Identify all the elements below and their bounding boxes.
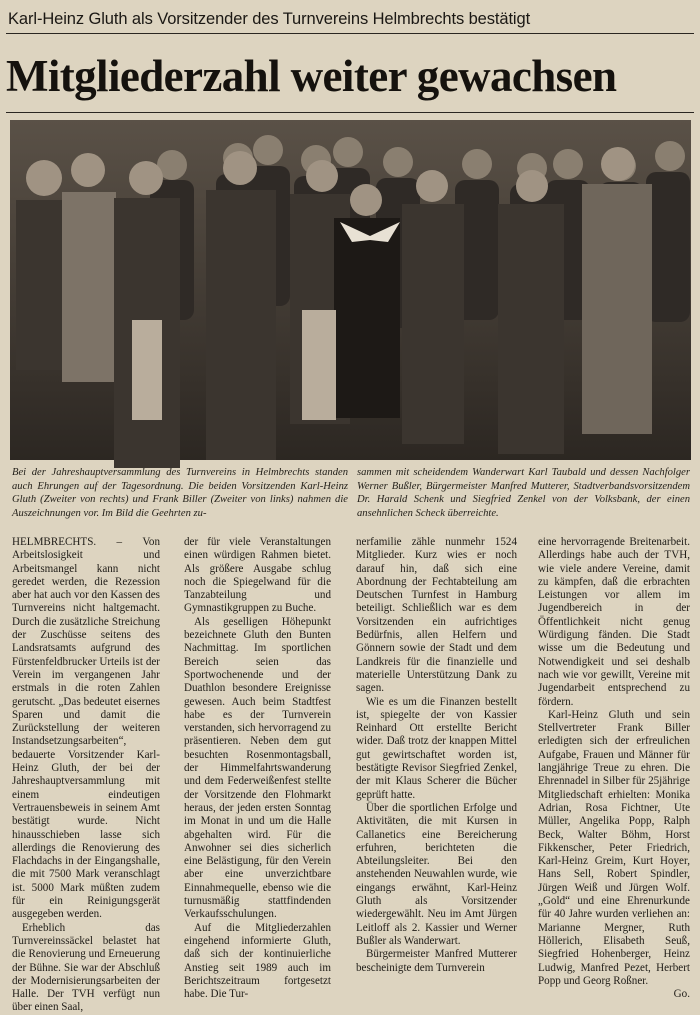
paragraph: Wie es um die Finanzen bestellt ist, spiegelte der von Kassier Reinhard Ott erstellte Bericht wider. Daß trotz der knappen Mittel gut gewirtschaftet worden ist, bestätigte Revisor Siegfried Zenkel, der mit Klaus Scherer die Bücher geprüft hatte.	[356, 695, 517, 801]
kicker-rule	[6, 33, 694, 34]
paragraph: Karl-Heinz Gluth und sein Stellvertreter Frank Biller erledigten sich der erfreulichen Aufgabe, Frauen und Männer für langjährige Treue zu ehren. Die Ehrennadel in Silber für 25jährige Mitgliedschaft erhielten: Monika Adrian, Rosa Fichtner, Ute Müller, Angelika Popp, Ralph Beck, Walter Böhm, Horst Fikkenscher, Peter Friedrich, Karl-Heinz Greim, Kurt Hoyer, Hans Sell, Robert Spindler, Jürgen Weiß und Jürgen Wolf. „Gold“ und eine Ehrenurkunde für 40 Jahre wurden verliehen an: Marianne Mergner, Ruth Höllerich, Elisabeth Seuß, Siegfried Hohenberger, Heinz Ludwig, Manfred Pezet, Herbert Popp und Georg Roßner.	[538, 708, 690, 987]
group-photo-image	[10, 120, 691, 460]
article-column-2	[184, 536, 331, 1001]
paragraph: Als geselligen Höhepunkt bezeichnete Gluth den Bunten Nachmittag. Im sportlichen Bereich seien das Sportwochenende und der Duathlon besondere Ereignisse gewesen. Auch beim Stadtfest habe es der Turnverein verstanden, sich hervorragend zu präsentieren. Neben dem gut besuchten Rosenmontagsball, der Himmelfahrtswanderung und dem Federweißenfest stellte der Vorsitzende den Flohmarkt heraus, der jeden ersten Sonntag im Monat in und um die Halle abgehalten wird. Für die Anwohner sei dies sicherlich eine Belästigung, für den Verein aber eine unverzichtbare Einnahmequelle, ebenso wie die turnusmäßig stattfindenden Verkaufsschulungen.	[184, 615, 331, 921]
photo-caption-right: sammen mit scheidendem Wanderwart Karl Taubald und dessen Nachfolger Werner Bußler, Bürgermeister Manfred Mutterer, Stadtverbandsvorsitzendem Dr. Harald Schenk und Siegfried Zenkel von der Volksbank, der einen ansehnlichen Scheck überreichte.	[357, 467, 690, 519]
photo-caption-left: Bei der Jahreshauptversammlung des Turnvereins in Helmbrechts standen auch Ehrungen auf der Tagesordnung. Die beiden Vorsitzenden Karl-Heinz Gluth (Zweiter von rechts) und Frank Biller (Zweiter von links) nahmen die Auszeichnungen vor. Im Bild die Geehrten zu-	[12, 467, 348, 519]
group-photo	[10, 120, 691, 460]
paragraph: nerfamilie zähle nunmehr 1524 Mitglieder. Kurz wies er noch darauf hin, daß sich eine Abordnung der Fechtabteilung am Deutschen Turnfest in Hamburg beteiligt. Schließlich war es dem Vorsitzenden ein aufrichtiges Bedürfnis, allen Helfern und Gönnern sowie der Stadt und dem Landkreis für die finanzielle und materielle Unterstützung Dank zu sagen.	[356, 536, 517, 695]
paragraph: Bürgermeister Manfred Mutterer bescheinigte dem Turnverein	[356, 948, 517, 974]
article-column-3	[356, 536, 517, 974]
article-column-1	[12, 536, 160, 1014]
article-kicker: Karl-Heinz Gluth als Vorsitzender des Turnvereins Helmbrechts bestätigt	[8, 10, 531, 28]
paragraph: HELMBRECHTS. – Von Arbeitslosigkeit und Arbeitsmangel kann nicht geredet werden, die Rezession aber hat auch vor den Kassen des Turnvereins nicht haltgemacht. Durch die zusätzliche Streichung der Zuschüsse seitens des Landsratsamts aufgrund des Fürstenfeldbrucker Urteils ist der Verein im vergangenen Jahr erstmals in die roten Zahlen gerutscht. „Das bedeutet eisernes Sparen und damit die Zurückstellung der weiteren Instandsetzungsarbeiten“, bedauerte Vorsitzender Karl-Heinz Gluth, der bei der Jahreshauptversammlung mit einem eindeutigen Vertrauensbeweis in seinem Amt bestätigt wurde. Nicht hinausschieben lasse sich allerdings die Renovierung des Flachdachs in der Eingangshalle, die mit 7500 Mark veranschlagt ist. 5000 Mark müßten zudem für ein Reinigungsgerät ausgegeben werden.	[12, 536, 160, 921]
headline-rule	[6, 112, 694, 113]
paragraph: eine hervorragende Breitenarbeit. Allerdings habe auch der TVH, wie viele andere Vereine, damit zu kämpfen, daß die erbrachten Leistungen vor allem im Jugendbereich in der Öffentlichkeit nicht genug Würdigung fänden. Die Stadt wisse um die Bedeutung und Notwendigkeit und sei deshalb nach wie vor gewillt, Vereine mit Jugendarbeit entsprechend zu fördern.	[538, 536, 690, 708]
paragraph: Auf die Mitgliederzahlen eingehend informierte Gluth, daß sich der kontinuierliche Anstieg seit 1989 auch im Berichtszeitraum fortgesetzt habe. Die Tur-	[184, 921, 331, 1001]
paragraph: der für viele Veranstaltungen einen würdigen Rahmen bietet. Als größere Ausgabe schlug noch die Spiegelwand für die Tanzabteilung und Gymnastikgruppen zu Buche.	[184, 536, 331, 615]
article-column-4	[538, 536, 690, 1001]
article-headline: Mitgliederzahl weiter gewachsen	[6, 51, 617, 101]
paragraph: Erheblich das Turnvereinssäckel belastet hat die Renovierung und Erneuerung der Bühne. Sie war der Abschluß der Modernisierungsarbeiten der Halle. Der TVH verfügt nun über einen Saal,	[12, 921, 160, 1014]
author-signature: Go.	[673, 988, 690, 1001]
paragraph: Über die sportlichen Erfolge und Aktivitäten, die mit Kursen in Callanetics eine Bereicherung erfuhren, berichteten die Abteilungsleiter. Bei den anstehenden Neuwahlen wurde, wie eingangs erwähnt, Karl-Heinz Gluth als Vorsitzender wiedergewählt. Neu im Amt Jürgen Leitloff als 2. Kassier und Werner Bußler als Wanderwart.	[356, 801, 517, 947]
